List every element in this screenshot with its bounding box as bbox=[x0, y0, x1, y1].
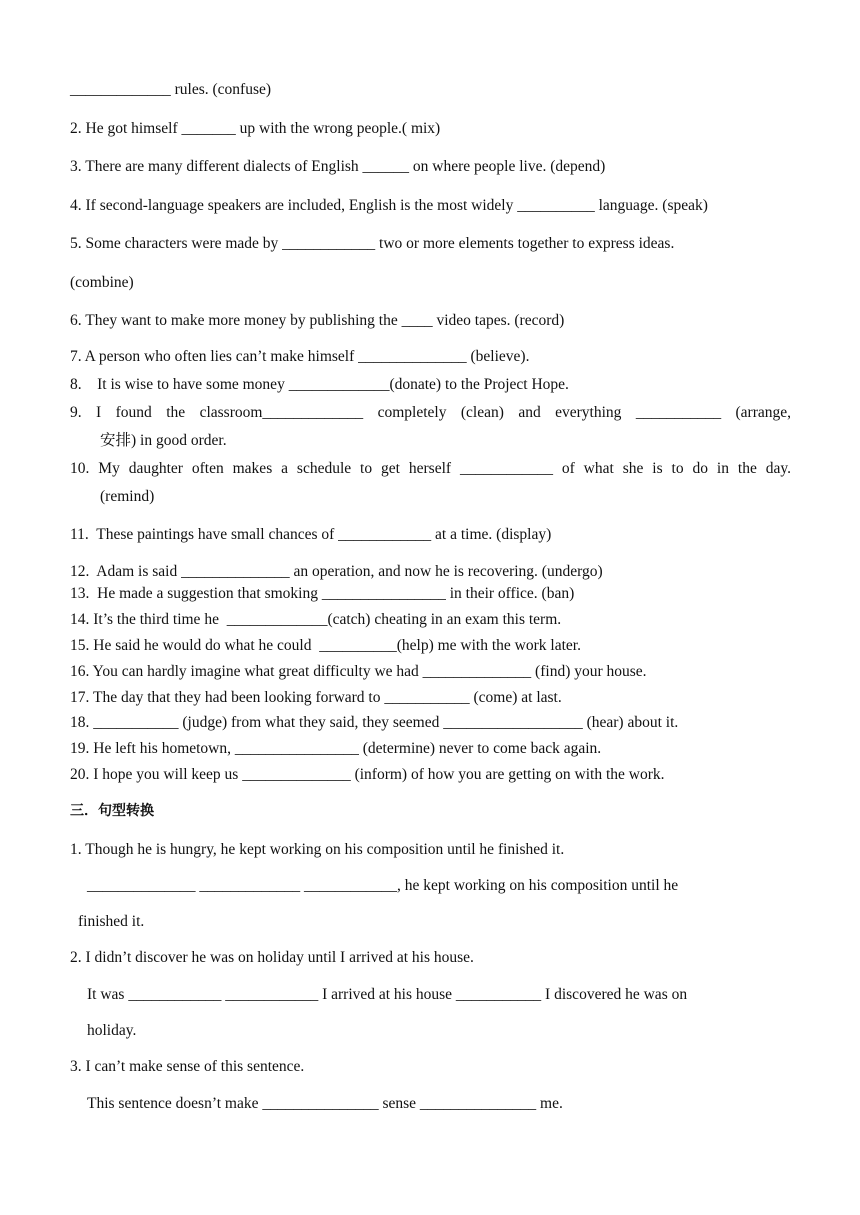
item-2: 2. He got himself _______ up with the wrong people.( mix) bbox=[70, 120, 441, 137]
transform-3-answer: This sentence doesn’t make _______________ sense _______________ me. bbox=[87, 1095, 563, 1112]
transform-1-answer-cont: finished it. bbox=[78, 913, 145, 930]
item-19: 19. He left his hometown, ________________ (determine) never to come back again. bbox=[70, 740, 602, 757]
item-16: 16. You can hardly imagine what great difficulty we had ______________ (find) your house. bbox=[70, 663, 647, 680]
item-11: 11. These paintings have small chances of ____________ at a time. (display) bbox=[70, 526, 552, 543]
item-6: 6. They want to make more money by publishing the ____ video tapes. (record) bbox=[70, 312, 565, 329]
item-8: 8. It is wise to have some money _____________(donate) to the Project Hope. bbox=[70, 376, 569, 393]
item-7: 7. A person who often lies can’t make himself ______________ (believe). bbox=[70, 348, 530, 365]
item-12: 12. Adam is said ______________ an operation, and now he is recovering. (undergo) bbox=[70, 563, 603, 580]
item-15: 15. He said he would do what he could __________(help) me with the work later. bbox=[70, 637, 581, 654]
item-17: 17. The day that they had been looking forward to ___________ (come) at last. bbox=[70, 689, 562, 706]
item-5-cont: (combine) bbox=[70, 274, 134, 291]
item-10: 10. My daughter often makes a schedule to get herself ____________ of what she is to do in the day. bbox=[70, 460, 791, 477]
item-14: 14. It’s the third time he _____________(catch) cheating in an exam this term. bbox=[70, 611, 562, 628]
transform-2-prompt: 2. I didn’t discover he was on holiday until I arrived at his house. bbox=[70, 949, 474, 966]
item-4: 4. If second-language speakers are included, English is the most widely __________ language. (speak) bbox=[70, 197, 708, 214]
transform-1-prompt: 1. Though he is hungry, he kept working on his composition until he finished it. bbox=[70, 841, 565, 858]
item-9-cont: 安排) in good order. bbox=[100, 432, 227, 449]
transform-1-answer: ______________ _____________ ____________, he kept working on his composition until he bbox=[87, 877, 679, 894]
item-18: 18. ___________ (judge) from what they said, they seemed __________________ (hear) about it. bbox=[70, 714, 679, 731]
item-20: 20. I hope you will keep us ______________ (inform) of how you are getting on with the work. bbox=[70, 766, 665, 783]
item-9: 9. I found the classroom_____________ completely (clean) and everything ___________ (arrange, bbox=[70, 404, 791, 421]
transform-3-prompt: 3. I can’t make sense of this sentence. bbox=[70, 1058, 305, 1075]
transform-2-answer: It was ____________ ____________ I arrived at his house ___________ I discovered he was on bbox=[87, 986, 688, 1003]
item-13: 13. He made a suggestion that smoking ________________ in their office. (ban) bbox=[70, 585, 575, 602]
item-3: 3. There are many different dialects of English ______ on where people live. (depend) bbox=[70, 158, 606, 175]
section-heading: 三．句型转换 bbox=[70, 803, 154, 819]
transform-2-answer-cont: holiday. bbox=[87, 1022, 137, 1039]
line-rules-confuse: _____________ rules. (confuse) bbox=[70, 81, 272, 98]
item-5: 5. Some characters were made by ____________ two or more elements together to express ideas. bbox=[70, 235, 675, 252]
item-10-cont: (remind) bbox=[100, 488, 155, 505]
